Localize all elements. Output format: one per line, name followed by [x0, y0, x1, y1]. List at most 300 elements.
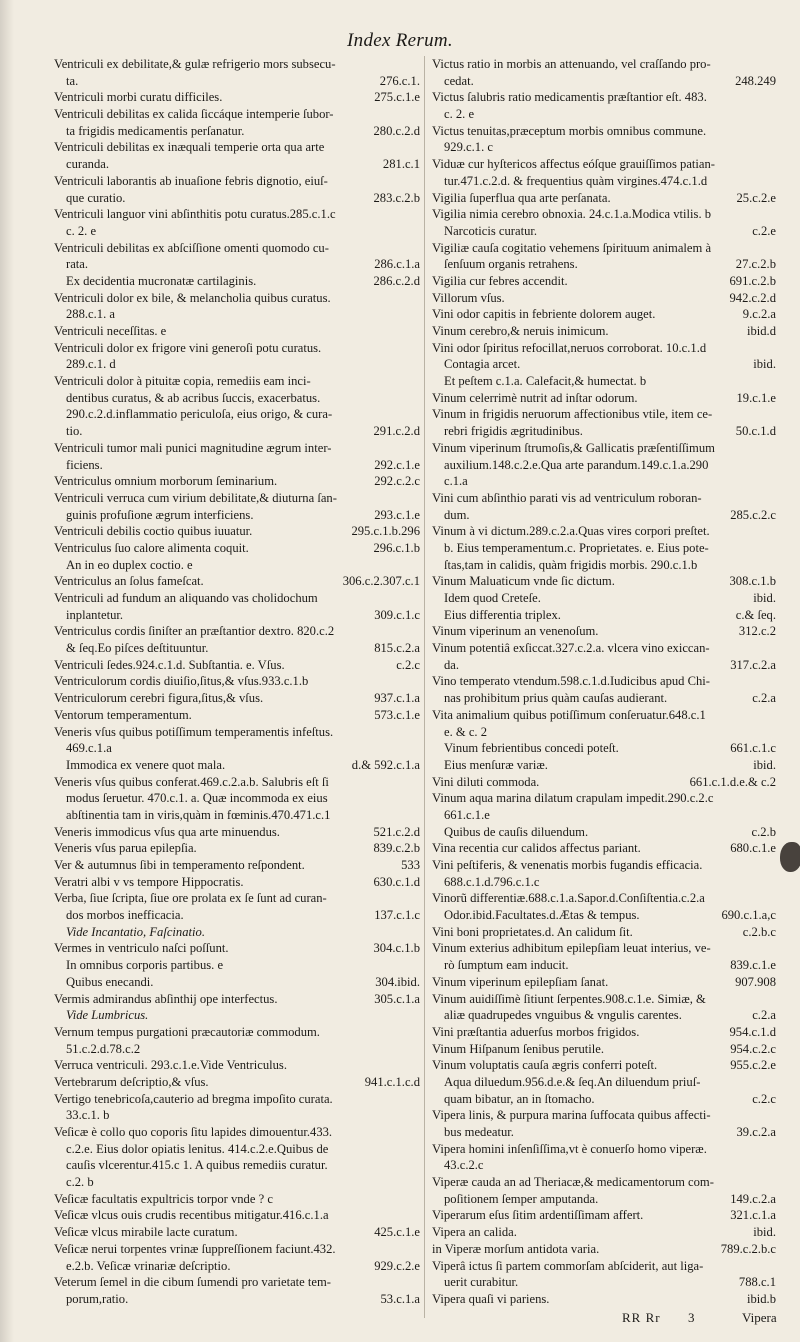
index-entry-text: Vini diluti commoda.: [432, 774, 540, 789]
index-entry-line: [432, 1107, 776, 1124]
index-entry-text: Vipera an calida.: [432, 1225, 517, 1240]
index-entry-page-ref: 533: [397, 857, 420, 874]
index-entry-page-ref: 286.c.1.a: [370, 256, 420, 273]
index-entry-line: [54, 1224, 420, 1241]
index-entry-line: [54, 857, 420, 874]
index-entry-page-ref: ibid.: [749, 590, 776, 607]
index-entry-line: [54, 223, 420, 240]
catchword: Vipera: [742, 1310, 777, 1325]
index-entry-text: Ventriculorum cerebri figura,ſitus,& vſus.: [54, 691, 264, 706]
index-entry-page-ref: ibid.: [749, 1224, 776, 1241]
index-entry-text: Vino temperato vtendum.598.c.1.d.Iudicibus apud Chi-: [432, 674, 711, 689]
index-entry-text: Ver & autumnus ſibi in temperamento reſpondent.: [54, 858, 305, 872]
index-entry-line: [432, 1041, 776, 1058]
index-entry-text: Vinum viperinum an venenoſum.: [432, 624, 599, 639]
index-entry-text: inplantetur.: [66, 607, 124, 622]
index-entry-line: [54, 507, 420, 524]
index-entry-line: [432, 673, 776, 690]
index-entry-text: Vinorũ differentiæ.688.c.1.a.Sapor.d.Conſiſtentia.c.2.a: [432, 891, 705, 906]
index-entry-text: rebri frigidis ægritudinibus.: [444, 424, 583, 439]
index-column-left: [54, 56, 420, 1308]
index-entry-text: Ventriculus omnium morborum ſeminarium.: [54, 474, 278, 489]
index-entry-line: [54, 623, 420, 640]
index-entry-text: Verba, ſiue ſcripta, ſiue ore prolata ex ſe ſunt ad curan-: [54, 891, 327, 906]
index-entry-text: tur.471.c.2.d. & frequentius quàm virgines.474.c.1.d: [444, 173, 708, 188]
index-entry-text: Odor.ibid.Facultates.d.Ætas & tempus.: [444, 908, 640, 923]
index-entry-line: [432, 1207, 776, 1224]
index-entry-text: Victus ratio in morbis an attenuando, vel craſſando pro-: [432, 57, 711, 71]
index-entry-text: Ventriculi ſedes.924.c.1.d. Subſtantia. e. Vſus.: [54, 657, 285, 672]
index-entry-page-ref: c.2.c: [748, 1091, 776, 1108]
index-entry-text: Vinum potentiâ exſiccat.327.c.2.a. vlcera vino exiccan-: [432, 641, 710, 656]
index-entry-line: [54, 73, 420, 90]
index-entry-line: [432, 356, 776, 373]
index-entry-text: ſenſuum organis retrahens.: [444, 257, 578, 272]
index-entry-line: [54, 490, 420, 507]
index-entry-line: [54, 724, 420, 741]
index-entry-text: Vermis admirandus abſinthij ope interfectus.: [54, 991, 278, 1006]
index-entry-line: [432, 1274, 776, 1291]
index-entry-line: [54, 156, 420, 173]
index-entry-text: Ventriculi morbi curatu difficiles.: [54, 90, 223, 105]
index-entry-line: [432, 1124, 776, 1141]
index-entry-line: [54, 273, 420, 290]
index-entry-line: [432, 840, 776, 857]
index-entry-text: Vini odor capitis in febriente dolorem auget.: [432, 307, 656, 322]
index-entry-line: [432, 1074, 776, 1091]
index-entry-text: modus ſeruetur. 470.c.1. a. Quæ incommoda ex eius: [66, 791, 328, 806]
index-entry-line: [54, 1191, 420, 1208]
index-entry-text: Verruca ventriculi. 293.c.1.e.Vide Ventriculus.: [54, 1058, 287, 1073]
index-entry-text: Viperarum eſus ſitim ardentiſſimam affert.: [432, 1208, 644, 1223]
index-entry-line: [54, 356, 420, 373]
index-entry-page-ref: ibid.: [749, 757, 776, 774]
index-entry-page-ref: 39.c.2.a: [732, 1124, 776, 1141]
index-entry-text: Veſicæ nerui torpentes vrinæ ſuppreſſionem faciunt.432.: [54, 1241, 336, 1256]
index-entry-text: Vigilia ſuperflua qua arte perſanata.: [432, 190, 611, 205]
index-entry-text: 33.c.1. b: [66, 1108, 110, 1123]
index-entry-text: Vinum à vi dictum.289.c.2.a.Quas vires corpori preſtet.: [432, 524, 710, 539]
index-entry-text: Vinum celerrimè nutrit ad inſtar odorum.: [432, 390, 638, 405]
index-entry-text: Ventriculi ad fundum an aliquando vas cholidochum: [54, 591, 318, 605]
index-entry-text: da.: [444, 657, 460, 672]
index-entry-line: [432, 273, 776, 290]
index-entry-text: Ventriculi laborantis ab inuaſione febris dignotio, eiuſ-: [54, 173, 328, 188]
ink-blot-mark: [780, 842, 800, 872]
index-entry-line: [54, 1291, 420, 1308]
index-entry-page-ref: 839.c.1.e: [726, 957, 776, 974]
index-entry-text: dentibus curatus, & ab acribus ſuccis, exacerbatus.: [66, 390, 321, 405]
index-entry-text: Vermes in ventriculo naſci poſſunt.: [54, 941, 229, 956]
index-entry-text: rò ſumptum eam inducit.: [444, 958, 569, 973]
index-entry-text: porum,ratio.: [66, 1291, 129, 1306]
index-entry-page-ref: c.2.b.c: [739, 924, 776, 941]
index-entry-page-ref: 296.c.1.b: [369, 540, 420, 557]
index-entry-line: [432, 540, 776, 557]
index-entry-line: [432, 240, 776, 257]
index-entry-line: [432, 290, 776, 307]
index-entry-line: [432, 1157, 776, 1174]
index-entry-text: Ventriculi languor vini abſinthitis potu curatus.285.c.1.c: [54, 207, 336, 222]
index-entry-line: [54, 940, 420, 957]
index-entry-line: [54, 1157, 420, 1174]
index-entry-text: ta.: [66, 73, 79, 88]
index-entry-page-ref: 788.c.1: [735, 1274, 776, 1291]
index-entry-line: [54, 573, 420, 590]
index-entry-text: auxilium.148.c.2.e.Qua arte parandum.149.c.1.a.290: [444, 457, 709, 472]
index-entry-page-ref: 275.c.1.e: [370, 89, 420, 106]
index-entry-text: Ventriculi ex debilitate,& gulæ refrigerio mors subsecu-: [54, 57, 336, 71]
index-entry-line: [432, 139, 776, 156]
index-entry-page-ref: 306.c.2.307.c.1: [339, 573, 420, 590]
index-entry-text: Ventriculus cordis ſiniſter an præſtantior dextro. 820.c.2: [54, 624, 335, 639]
index-entry-line: [54, 406, 420, 423]
index-entry-page-ref: 50.c.1.d: [732, 423, 776, 440]
index-entry-page-ref: 305.c.1.a: [370, 991, 420, 1008]
index-entry-line: [432, 690, 776, 707]
index-entry-text: Villorum vſus.: [432, 290, 505, 305]
column-divider: [424, 56, 425, 1318]
index-entry-page-ref: 907.908: [731, 974, 776, 991]
index-entry-line: [432, 206, 776, 223]
index-entry-page-ref: 312.c.2: [735, 623, 776, 640]
index-entry-text: Eius menſuræ variæ.: [444, 757, 548, 772]
index-entry-line: [432, 507, 776, 524]
index-entry-text: que curatio.: [66, 190, 126, 205]
index-entry-line: [432, 390, 776, 407]
index-entry-text: rata.: [66, 257, 89, 272]
index-entry-page-ref: 521.c.2.d: [369, 824, 420, 841]
index-entry-text: Vinum in frigidis neruorum affectionibus vtile, item ce-: [432, 407, 713, 422]
index-entry-line: [432, 89, 776, 106]
index-entry-line: [54, 707, 420, 724]
index-entry-line: [54, 323, 420, 340]
index-entry-line: [54, 1274, 420, 1291]
index-entry-line: [54, 206, 420, 223]
index-entry-line: [432, 640, 776, 657]
index-entry-line: [432, 406, 776, 423]
index-entry-text: Quibus de cauſis diluendum.: [444, 824, 589, 839]
index-entry-line: [54, 1174, 420, 1191]
index-entry-line: [432, 940, 776, 957]
index-entry-line: [54, 590, 420, 607]
index-entry-page-ref: 27.c.2.b: [732, 256, 776, 273]
index-entry-line: [432, 340, 776, 357]
index-entry-line: [54, 306, 420, 323]
index-entry-line: [54, 840, 420, 857]
index-entry-text: Veneris vſus parua epilepſia.: [54, 841, 197, 856]
index-entry-line: [54, 640, 420, 657]
index-entry-line: [54, 890, 420, 907]
index-entry-page-ref: c.2.b: [748, 824, 776, 841]
index-entry-text: in Viperæ morſum antidota varia.: [432, 1241, 600, 1256]
index-entry-page-ref: 149.c.2.a: [726, 1191, 776, 1208]
index-entry-text: c. 2. e: [66, 223, 97, 238]
index-entry-page-ref: 690.c.1.a,c: [717, 907, 776, 924]
index-entry-line: [432, 473, 776, 490]
index-entry-line: [432, 1057, 776, 1074]
index-entry-text: Narcoticis curatur.: [444, 223, 538, 238]
index-entry-line: [432, 774, 776, 791]
index-entry-text: Ventriculi dolor ex bile, & melancholia quibus curatus.: [54, 290, 331, 305]
index-entry-line: [432, 1024, 776, 1041]
index-entry-text: 688.c.1.d.796.c.1.c: [444, 874, 540, 889]
index-entry-line: [432, 56, 776, 73]
index-entry-line: [54, 1241, 420, 1258]
index-entry-text: Vinum Maluaticum vnde ſic dictum.: [432, 574, 615, 589]
index-entry-text: Eius differentia triplex.: [444, 607, 561, 622]
index-entry-text: tio.: [66, 424, 83, 439]
index-entry-line: [432, 974, 776, 991]
page-gutter-shadow: [0, 0, 14, 1342]
index-entry-line: [432, 323, 776, 340]
index-entry-text: c.1.a: [444, 474, 468, 489]
index-entry-text: e.2.b. Veſicæ vrinariæ deſcriptio.: [66, 1258, 231, 1273]
index-entry-text: curanda.: [66, 157, 110, 172]
index-entry-text: Vipera linis, & purpura marina ſuffocata quibus affecti-: [432, 1108, 711, 1123]
index-entry-line: [54, 1141, 420, 1158]
index-entry-page-ref: d.& 592.c.1.a: [348, 757, 420, 774]
index-entry-line: [432, 824, 776, 841]
index-entry-line: [54, 440, 420, 457]
index-entry-page-ref: c.& ſeq.: [732, 607, 776, 624]
index-entry-page-ref: 19.c.1.e: [732, 390, 776, 407]
index-entry-text: abſtinentia tam in viris,quàm in fœminis.470.471.c.1: [66, 807, 331, 822]
index-entry-line: [54, 924, 420, 941]
index-entry-line: [432, 557, 776, 574]
index-entry-page-ref: 304.c.1.b: [369, 940, 420, 957]
index-entry-page-ref: 281.c.1: [379, 156, 420, 173]
index-entry-page-ref: c.2.a: [748, 1007, 776, 1024]
index-entry-line: [54, 774, 420, 791]
index-entry-text: c.2.e. Eius dolor opiatis lenitus. 414.c.2.e.Quibus de: [66, 1141, 329, 1156]
index-entry-page-ref: c.2.c: [392, 657, 420, 674]
index-entry-line: [54, 607, 420, 624]
index-entry-line: [432, 423, 776, 440]
index-entry-line: [432, 440, 776, 457]
index-entry-line: [432, 790, 776, 807]
index-entry-line: [54, 874, 420, 891]
index-column-right: [432, 56, 776, 1308]
index-entry-line: [432, 156, 776, 173]
index-entry-text: 469.c.1.a: [66, 741, 112, 756]
index-entry-page-ref: c.2.e: [748, 223, 776, 240]
index-entry-line: [54, 1207, 420, 1224]
index-entry-line: [432, 890, 776, 907]
index-entry-line: [54, 457, 420, 474]
index-entry-page-ref: 309.c.1.c: [370, 607, 420, 624]
index-entry-line: [54, 1124, 420, 1141]
index-entry-line: [432, 924, 776, 941]
index-entry-line: [54, 673, 420, 690]
index-entry-page-ref: 248.249: [731, 73, 776, 90]
index-entry-text: Ventriculi dolor à pituitæ copia, remediis eam inci-: [54, 374, 311, 389]
index-entry-page-ref: 691.c.2.b: [725, 273, 776, 290]
index-entry-text: bus medeatur.: [444, 1125, 514, 1139]
index-entry-line: [432, 807, 776, 824]
index-entry-page-ref: 317.c.2.a: [726, 657, 776, 674]
index-entry-page-ref: 53.c.1.a: [376, 1291, 420, 1308]
index-entry-text: Veſicæ è collo quo coporis ſitu lapides dimouentur.433.: [54, 1125, 333, 1139]
index-entry-text: Idem quod Creteſe.: [444, 591, 541, 605]
index-entry-text: 661.c.1.e: [444, 807, 490, 822]
index-entry-text: Vini boni proprietates.d. An calidum ſit.: [432, 924, 633, 939]
index-entry-line: [432, 724, 776, 741]
index-entry-line: [432, 1241, 776, 1258]
index-entry-line: [432, 991, 776, 1008]
index-entry-page-ref: 954.c.1.d: [725, 1024, 776, 1041]
index-entry-line: [54, 1024, 420, 1041]
index-entry-line: [432, 1091, 776, 1108]
index-entry-page-ref: 661.c.1.c: [726, 740, 776, 757]
index-entry-text: ta frigidis medicamentis perſanatur.: [66, 123, 245, 138]
index-entry-line: [432, 490, 776, 507]
index-entry-line: [432, 1141, 776, 1158]
index-entry-text: Contagia arcet.: [444, 357, 521, 372]
index-entry-text: Vipera quaſi vi pariens.: [432, 1291, 550, 1306]
index-entry-text: Victus tenuitas,præceptum morbis omnibus commune.: [432, 123, 707, 138]
index-entry-line: [432, 457, 776, 474]
index-entry-page-ref: 937.c.1.a: [370, 690, 420, 707]
index-entry-text: Quibus enecandi.: [66, 974, 154, 989]
index-entry-text: ſtas,tam in calidis, quàm frigidis morbis. 290.c.1.b: [444, 557, 698, 572]
index-entry-page-ref: 308.c.1.b: [725, 573, 776, 590]
index-entry-text: Veſicæ vlcus ouis crudis recentibus mitigatur.416.c.1.a: [54, 1208, 329, 1223]
index-entry-page-ref: 425.c.1.e: [370, 1224, 420, 1241]
index-entry-line: [432, 190, 776, 207]
index-entry-text: Veneris vſus quibus potiſſimum temperamentis infeſtus.: [54, 724, 334, 739]
index-entry-text: Vipera homini inſenſiſſima,vt è conuerſo homo viperæ.: [432, 1141, 707, 1156]
index-entry-text: Vertigo tenebricoſa,cauterio ad bregma impoſito curata.: [54, 1091, 333, 1106]
index-entry-page-ref: 9.c.2.a: [739, 306, 776, 323]
page-header-title: Index Rerum.: [347, 30, 453, 51]
index-entry-line: [54, 373, 420, 390]
index-entry-text: Vinum Hiſpanum ſenibus perutile.: [432, 1041, 605, 1056]
index-entry-page-ref: 573.c.1.e: [370, 707, 420, 724]
index-entry-line: [432, 256, 776, 273]
page-footer: [0, 1310, 800, 1330]
index-entry-line: [54, 807, 420, 824]
index-entry-text: In omnibus corporis partibus. e: [66, 958, 224, 973]
index-entry-text: Vini peſtiferis, & venenatis morbis fugandis efficacia.: [432, 858, 703, 872]
index-entry-text: cauſis vlcerentur.415.c 1. A quibus remediis curatur.: [66, 1158, 328, 1173]
index-entry-line: [54, 974, 420, 991]
index-entry-page-ref: 630.c.1.d: [369, 874, 420, 891]
index-entry-line: [54, 757, 420, 774]
index-entry-text: Et peſtem c.1.a. Calefacit,& humectat. b: [444, 374, 647, 389]
index-entry-text: Ventriculi neceſſitas. e: [54, 324, 167, 338]
index-entry-text: Viperâ ictus ſi partem commorſam abſciderit, aut liga-: [432, 1258, 704, 1273]
index-entry-line: [54, 1057, 420, 1074]
sheet-number: 3: [688, 1310, 695, 1325]
index-entry-text: Viduæ cur hyſtericos affectus eóſque grauiſſimos patian-: [432, 157, 715, 172]
index-entry-page-ref: 137.c.1.c: [370, 907, 420, 924]
index-entry-line: [432, 740, 776, 757]
index-entry-line: [54, 1107, 420, 1124]
index-entry-line: [54, 824, 420, 841]
index-entry-text: e. & c. 2: [444, 724, 488, 739]
index-entry-line: [432, 1258, 776, 1275]
index-entry-text: Veneris vſus quibus conferat.469.c.2.a.b. Salubris eſt ſi: [54, 774, 329, 789]
index-entry-page-ref: 789.c.2.b.c: [717, 1241, 776, 1258]
index-entry-line: [432, 523, 776, 540]
index-entry-text: Ventriculi debilitas ex inæquali temperie orta qua arte: [54, 140, 325, 155]
index-entry-text: Ventriculorum cordis diuiſio,ſitus,& vſus.933.c.1.b: [54, 674, 309, 689]
index-entry-line: [54, 290, 420, 307]
index-entry-line: [54, 340, 420, 357]
index-entry-text: & ſeq.Eo piſces deſtituuntur.: [66, 641, 209, 656]
index-entry-line: [432, 1224, 776, 1241]
index-entry-line: [54, 1041, 420, 1058]
index-entry-text: An in eo duplex coctio. e: [66, 557, 193, 572]
index-entry-line: [54, 540, 420, 557]
index-entry-page-ref: 292.c.1.e: [370, 457, 420, 474]
index-entry-page-ref: 941.c.1.c.d: [361, 1074, 420, 1091]
index-entry-text: quam bibatur, an in ſtomacho.: [444, 1091, 595, 1106]
index-entry-line: [432, 223, 776, 240]
index-entry-text: Vigilia cur febres accendit.: [432, 273, 568, 288]
index-entry-line: [432, 957, 776, 974]
index-entry-text: Ventriculi dolor ex frigore vini generoſi potu curatus.: [54, 340, 322, 355]
index-entry-text: Ventriculi debilitas ex abſciſſione omenti quomodo cu-: [54, 240, 329, 255]
index-entry-line: [54, 123, 420, 140]
index-entry-page-ref: ibid.d: [743, 323, 776, 340]
index-entry-text: nas prohibitum prius quàm cauſas audierant.: [444, 691, 668, 706]
index-entry-line: [54, 991, 420, 1008]
index-entry-line: [432, 874, 776, 891]
index-entry-line: [54, 1007, 420, 1024]
index-entry-line: [432, 1291, 776, 1308]
index-entry-text: Vernum tempus purgationi præcautoriæ commodum.: [54, 1024, 320, 1039]
index-entry-text: Vini odor ſpiritus refocillat,neruos corroborat. 10.c.1.d: [432, 340, 707, 355]
index-entry-text: Vinum voluptatis cauſa ægris conferri poteſt.: [432, 1058, 658, 1073]
index-entry-text: Aqua diluedum.956.d.e.& ſeq.An diluendum priuſ-: [444, 1074, 701, 1089]
index-entry-line: [54, 907, 420, 924]
signature-mark: RR Rr: [622, 1310, 661, 1325]
index-entry-page-ref: 292.c.2.c: [370, 473, 420, 490]
index-entry-line: [54, 173, 420, 190]
index-entry-text: Viperæ cauda an ad Theriacæ,& medicamentorum com-: [432, 1175, 714, 1190]
index-entry-line: [432, 623, 776, 640]
index-entry-text: c. 2. e: [444, 107, 475, 122]
index-entry-line: [432, 607, 776, 624]
index-entry-page-ref: 25.c.2.e: [732, 190, 776, 207]
index-entry-text: Victus ſalubris ratio medicamentis præſtantior eſt. 483.: [432, 90, 707, 105]
index-entry-text: Ventriculus ſuo calore alimenta coquit.: [54, 540, 249, 555]
index-entry-line: [432, 757, 776, 774]
index-entry-page-ref: 285.c.2.c: [726, 507, 776, 524]
index-entry-text: guinis profuſione ægrum interficiens.: [66, 507, 254, 522]
index-entry-line: [432, 707, 776, 724]
index-entry-page-ref: c.2.a: [748, 690, 776, 707]
index-entry-text: Ventriculi debilis coctio quibus iuuatur.: [54, 524, 253, 539]
index-entry-text: Vide Lumbricus.: [66, 1008, 149, 1023]
index-entry-text: Vini præſtantia aduerſus morbos frigidos.: [432, 1024, 640, 1039]
index-entry-text: Vinum cerebro,& neruis inimicum.: [432, 324, 609, 338]
index-entry-page-ref: 291.c.2.d: [369, 423, 420, 440]
index-entry-page-ref: ibid.b: [743, 1291, 776, 1308]
index-entry-line: [432, 373, 776, 390]
index-entry-text: Ventriculi verruca cum virium debilitate,& diuturna ſan-: [54, 490, 337, 505]
index-entry-line: [54, 139, 420, 156]
index-entry-page-ref: 321.c.1.a: [726, 1207, 776, 1224]
index-entry-line: [54, 657, 420, 674]
index-entry-line: [432, 1191, 776, 1208]
index-entry-line: [54, 56, 420, 73]
index-entry-text: Vigilia nimia cerebro obnoxia. 24.c.1.a.Modica vtilis. b: [432, 207, 712, 222]
index-entry-text: 289.c.1. d: [66, 357, 116, 372]
index-entry-line: [54, 1074, 420, 1091]
